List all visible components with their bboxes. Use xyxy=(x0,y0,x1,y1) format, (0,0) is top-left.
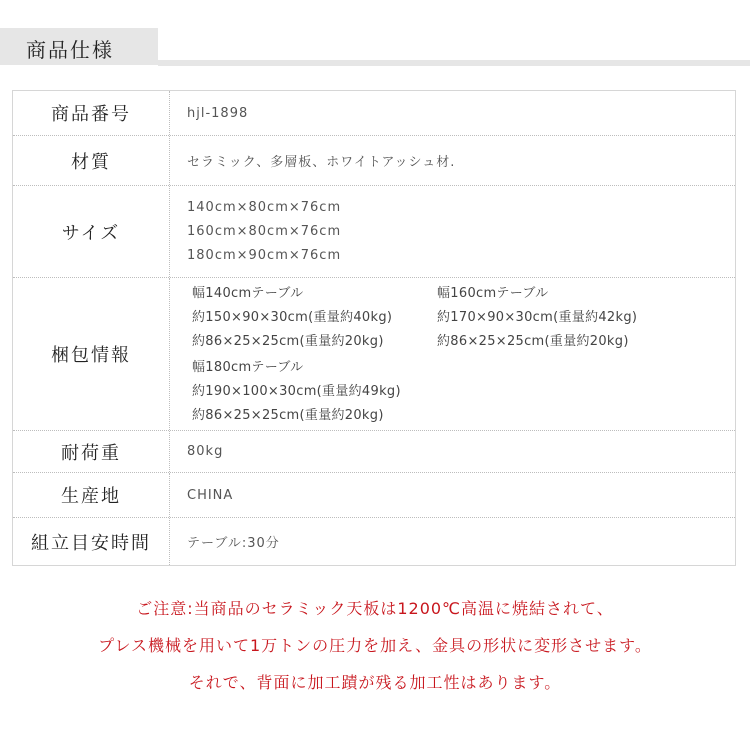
packing-line: 約170×90×30cm(重量約42kg) xyxy=(437,310,638,325)
packing-line: 約150×90×30cm(重量約40kg) xyxy=(192,310,393,325)
section-title: 商品仕様 xyxy=(26,38,114,62)
spec-label: 梱包情報 xyxy=(13,278,170,430)
size-option: 160cm×80cm×76cm xyxy=(187,223,342,239)
size-option: 180cm×90cm×76cm xyxy=(187,247,342,263)
spec-value: CHINA xyxy=(187,487,234,503)
spec-value: セラミック、多層板、ホワイトアッシュ材. xyxy=(187,155,456,170)
spec-label: サイズ xyxy=(13,186,170,277)
spec-row-assembly xyxy=(13,518,735,565)
packing-group-160 xyxy=(437,282,637,354)
notice-line: プレス機械を用いて1万トンの圧力を加え、金具の形状に変形させます。 xyxy=(98,636,652,655)
spec-row-packing xyxy=(13,278,735,431)
section-title-underline xyxy=(158,60,750,66)
spec-row-material xyxy=(13,136,735,186)
size-option: 140cm×80cm×76cm xyxy=(187,199,342,215)
notice-line: それで、背面に加工蹟が残る加工性はあります。 xyxy=(188,673,562,692)
spec-label: 耐荷重 xyxy=(13,431,170,472)
spec-row-origin xyxy=(13,473,735,518)
packing-group-180 xyxy=(192,356,401,428)
packing-line: 約86×25×25cm(重量約20kg) xyxy=(192,334,384,349)
spec-label: 組立目安時間 xyxy=(13,518,170,565)
spec-row-load xyxy=(13,431,735,473)
spec-row-size xyxy=(13,186,735,278)
spec-label: 生産地 xyxy=(13,473,170,517)
spec-label: 商品番号 xyxy=(13,91,170,135)
packing-line: 約86×25×25cm(重量約20kg) xyxy=(437,334,629,349)
packing-title: 幅160cmテーブル xyxy=(437,286,549,301)
packing-line: 約190×100×30cm(重量約49kg) xyxy=(192,384,401,399)
packing-line: 約86×25×25cm(重量約20kg) xyxy=(192,408,384,423)
spec-table xyxy=(12,90,736,566)
spec-value: 80kg xyxy=(187,444,224,459)
packing-title: 幅180cmテーブル xyxy=(192,360,304,375)
spec-label: 材質 xyxy=(13,136,170,185)
spec-value: hjl-1898 xyxy=(187,105,249,121)
spec-row-product-number xyxy=(13,91,735,136)
section-header xyxy=(0,0,750,70)
spec-value xyxy=(187,186,735,277)
packing-title: 幅140cmテーブル xyxy=(192,286,304,301)
notice-line: ご注意:当商品のセラミック天板は1200℃高温に焼結されて、 xyxy=(136,599,614,618)
spec-value: テーブル:30分 xyxy=(187,536,280,551)
packing-group-140 xyxy=(192,282,392,354)
